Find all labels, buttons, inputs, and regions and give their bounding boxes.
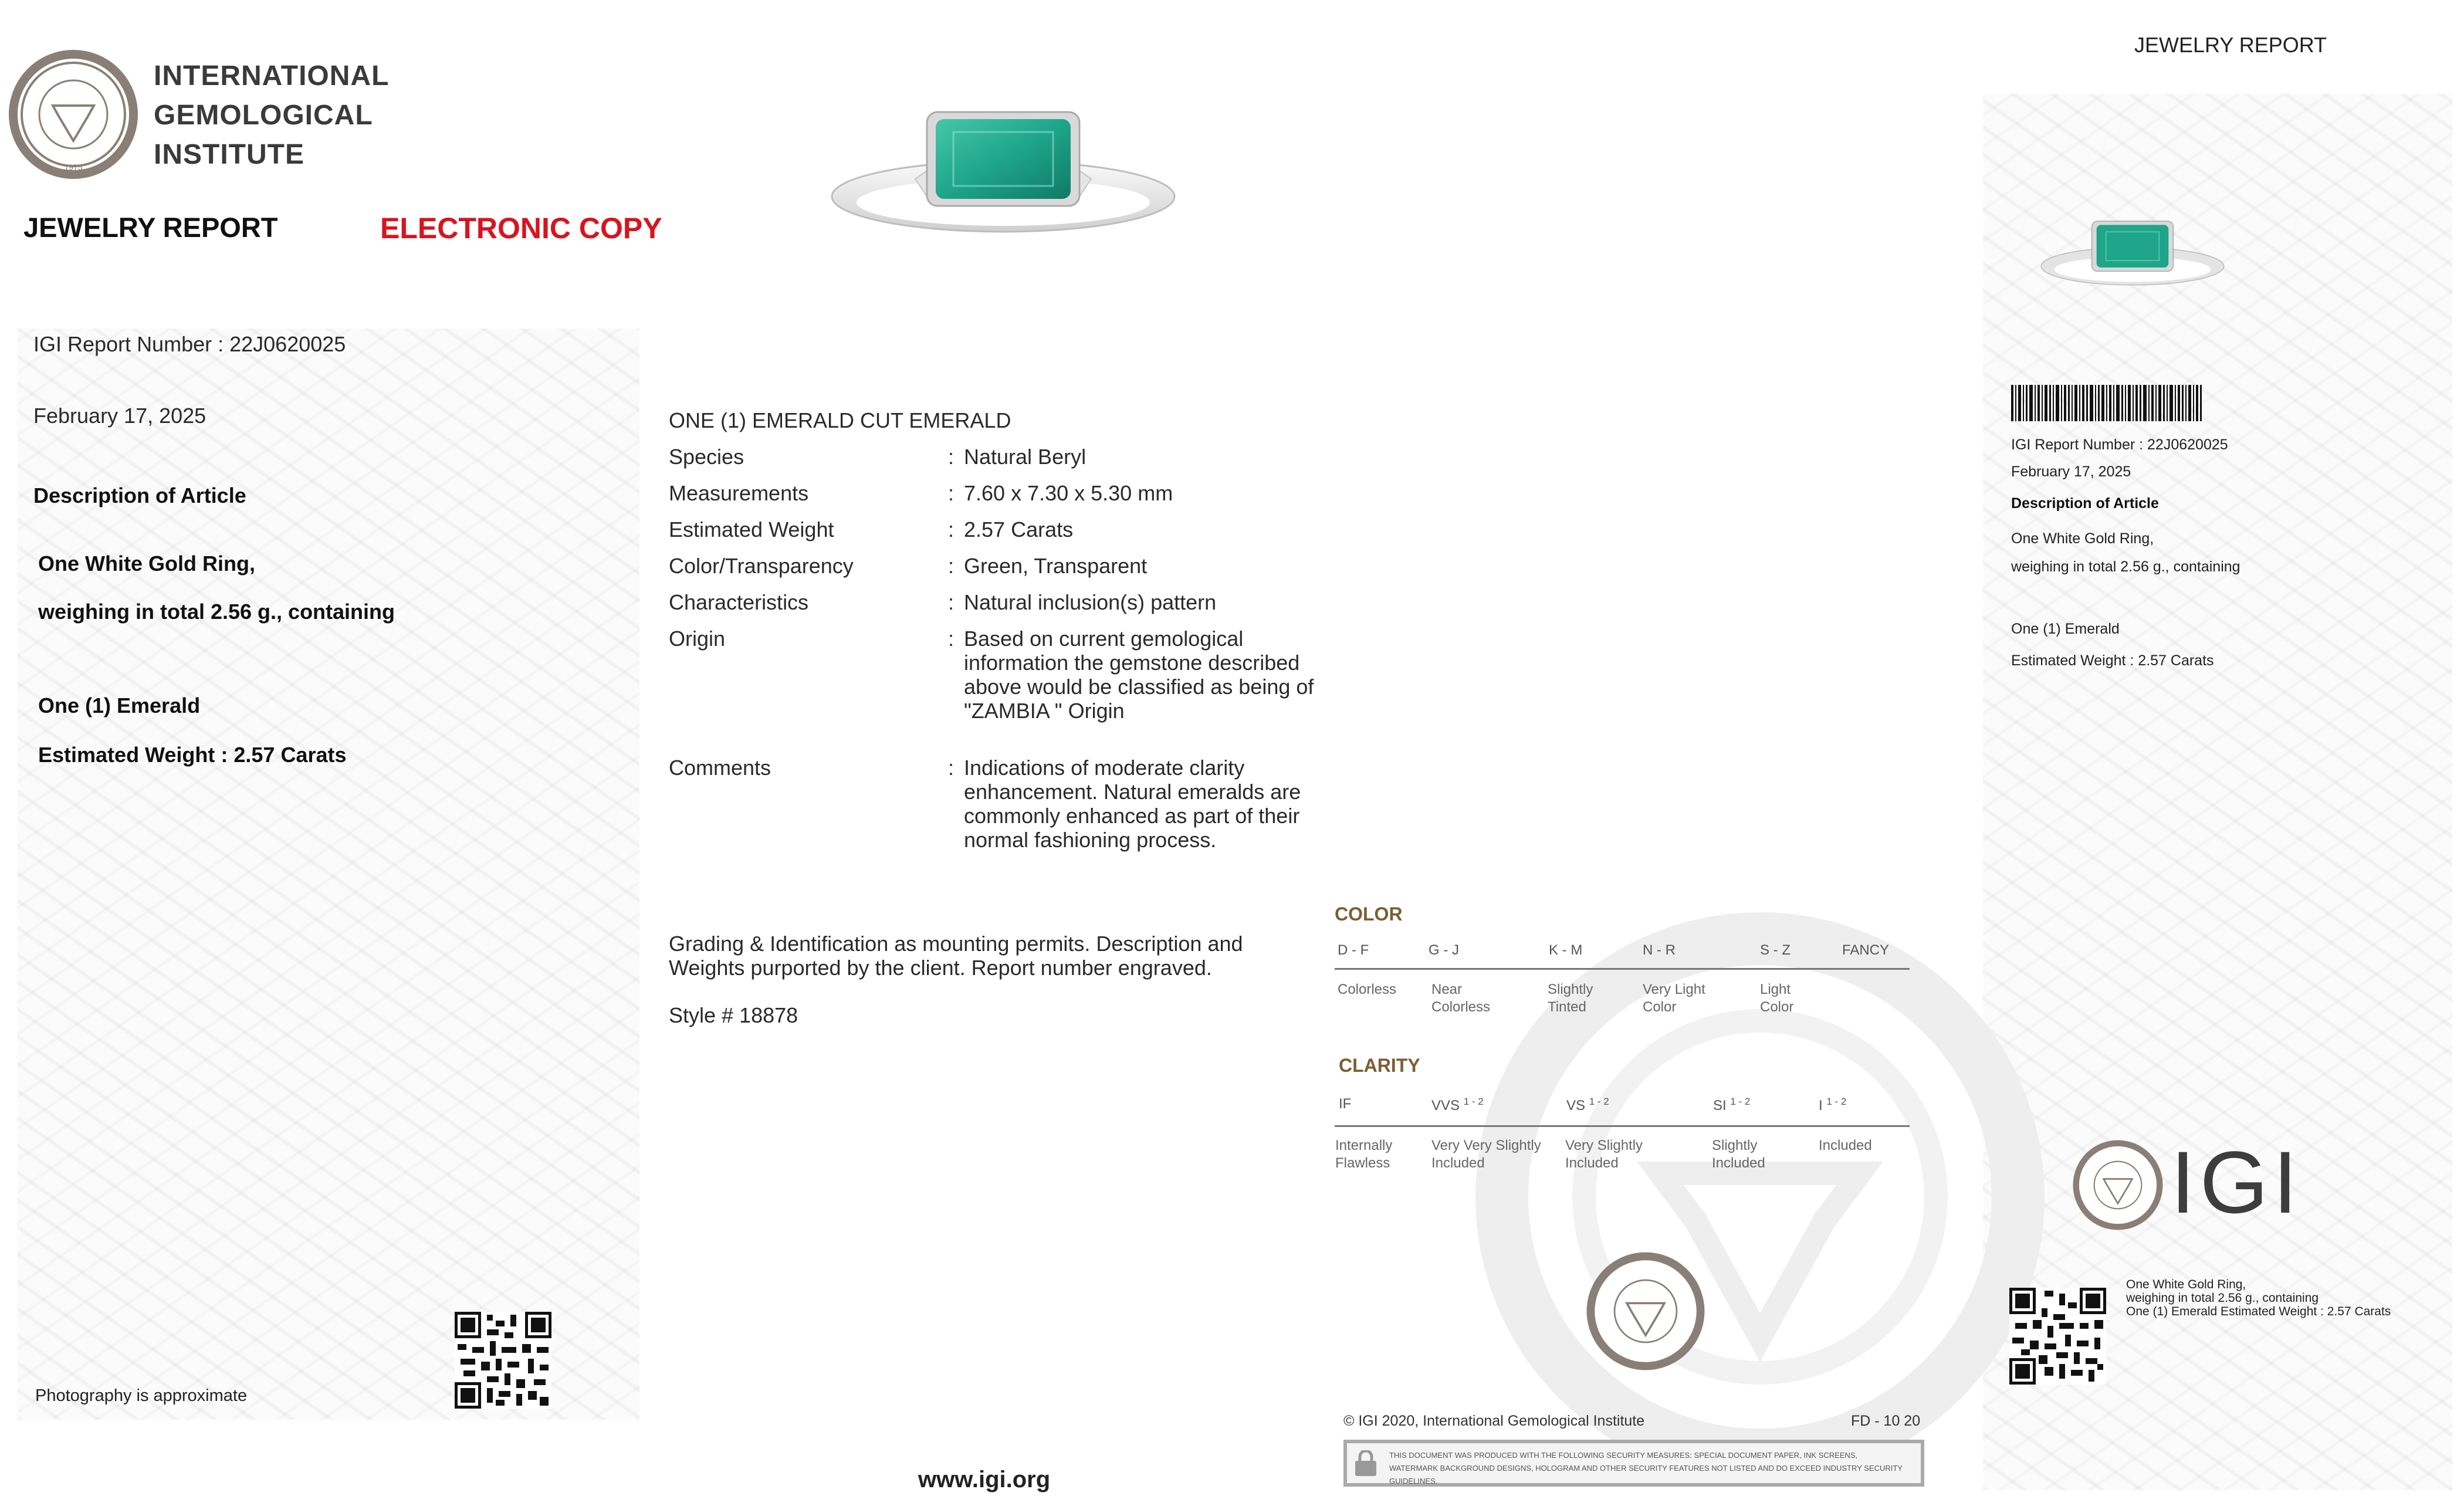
security-text: THIS DOCUMENT WAS PRODUCED WITH THE FOLLOWING SECURITY MEASURES: SPECIAL DOCUMENT PAPER, INK SCREENS, WATERMARK BACKGROUND DESIGNS, HOLOGRAM AND OTHER SECURITY FEATURES NOT LISTED AND DO EXCEED INDUSTRY SECURITY GUIDELINES. — [1389, 1451, 1903, 1485]
stub-igi-logo: IGI — [2171, 1133, 2303, 1231]
color-desc: Colorless — [1338, 981, 1397, 997]
color-desc: Near Colorless — [1431, 981, 1491, 1015]
stub-article-line-2: weighing in total 2.56 g., containing — [2011, 559, 2240, 575]
color-grade: K - M — [1549, 942, 1583, 958]
color-grade: N - R — [1643, 942, 1676, 958]
clarity-desc: Very Very Slightly Included — [1431, 1138, 1541, 1171]
detail-row-characteristics — [669, 590, 1332, 620]
stub-igi-seal-icon — [2071, 1138, 2165, 1232]
stub-stone-line: One (1) Emerald — [2011, 621, 2120, 637]
color-grade: S - Z — [1760, 942, 1791, 958]
detail-colon: : — [948, 590, 955, 614]
hologram-seal-icon — [1584, 1250, 1707, 1373]
website-link[interactable]: www.igi.org — [918, 1467, 1051, 1492]
color-grade: D - F — [1338, 942, 1369, 958]
detail-row-measurements — [669, 481, 1332, 510]
detail-row-origin — [669, 627, 1332, 750]
detail-label: Estimated Weight — [669, 517, 834, 541]
color-grade: FANCY — [1842, 942, 1890, 958]
detail-value: 7.60 x 7.30 x 5.30 mm — [964, 481, 1173, 505]
detail-value: Indications of moderate clarity enhancement. Natural emeralds are commonly enhanced as part of their normal fashioning process. — [964, 756, 1301, 852]
clarity-desc: Slightly Included — [1712, 1138, 1765, 1171]
article-line-1: One White Gold Ring, — [38, 551, 255, 576]
stub-barcode — [2011, 385, 2202, 421]
detail-colon: : — [948, 627, 955, 651]
org-name: INTERNATIONAL GEMOLOGICAL INSTITUTE — [154, 60, 390, 170]
detail-row-comments — [669, 756, 1332, 879]
electronic-copy-label: ELECTRONIC COPY — [380, 212, 662, 245]
clarity-scale-rule — [1335, 1125, 1910, 1127]
stub-report-type: JEWELRY REPORT — [2134, 33, 2327, 57]
detail-label: Origin — [669, 627, 726, 651]
detail-value: 2.57 Carats — [964, 517, 1074, 541]
stone-line: One (1) Emerald — [38, 693, 201, 717]
detail-row-species — [669, 445, 1332, 474]
clarity-desc: Internally Flawless — [1335, 1138, 1393, 1171]
detail-colon: : — [948, 445, 955, 469]
style-number: Style # 18878 — [669, 1003, 798, 1027]
qr-code-stub[interactable] — [2009, 1288, 2106, 1385]
detail-label: Measurements — [669, 481, 809, 505]
detail-label: Characteristics — [669, 590, 809, 614]
clarity-grade: VS $^{1 - 2}$ — [1566, 1096, 1609, 1113]
detail-row-weight — [669, 517, 1332, 547]
clarity-scale-title: CLARITY — [1339, 1055, 1420, 1076]
clarity-grade: SI $^{1 - 2}$ — [1713, 1096, 1751, 1113]
detail-value: Based on current gemological information the gemstone described above would be classified as being of "ZAMBIA " Origin — [964, 627, 1314, 723]
security-strip — [1343, 1440, 1924, 1487]
stub-date: February 17, 2025 — [2011, 463, 2131, 480]
clarity-grade: I $^{1 - 2}$ — [1819, 1096, 1847, 1113]
clarity-desc: Included — [1819, 1138, 1872, 1153]
stone-title: ONE (1) EMERALD CUT EMERALD — [669, 408, 1011, 432]
stub-qr-caption: One White Gold Ring, weighing in total 2.56 g., containing One (1) Emerald Estimated Weight : 2.57 Carats — [2126, 1278, 2391, 1318]
color-grade: G - J — [1429, 942, 1459, 958]
color-scale-title: COLOR — [1335, 903, 1403, 925]
color-desc: Light Color — [1760, 981, 1794, 1015]
detail-colon: : — [948, 481, 955, 505]
detail-colon: : — [948, 554, 955, 578]
stub-report-number: IGI Report Number : 22J0620025 — [2011, 436, 2228, 453]
color-scale-rule — [1335, 968, 1910, 970]
detail-colon: : — [948, 517, 955, 541]
article-line-2: weighing in total 2.56 g., containing — [38, 600, 395, 624]
detail-row-color — [669, 554, 1332, 583]
stub-ring-photo — [2039, 205, 2226, 302]
stub-weight-line: Estimated Weight : 2.57 Carats — [2011, 652, 2214, 669]
detail-value: Green, Transparent — [964, 554, 1148, 578]
clarity-desc: Very Slightly Included — [1565, 1138, 1643, 1171]
weight-line: Estimated Weight : 2.57 Carats — [38, 743, 347, 767]
ring-photo — [827, 109, 1179, 238]
lock-icon — [1353, 1450, 1379, 1477]
svg-text:1975: 1975 — [64, 163, 83, 172]
report-date: February 17, 2025 — [33, 404, 207, 428]
detail-label: Species — [669, 445, 744, 469]
color-desc: Very Light Color — [1643, 981, 1705, 1015]
color-desc: Slightly Tinted — [1548, 981, 1593, 1015]
detail-colon: : — [948, 756, 955, 780]
stub-article-line-1: One White Gold Ring, — [2011, 530, 2154, 547]
description-title: Description of Article — [33, 483, 246, 507]
detail-label: Color/Transparency — [669, 554, 854, 578]
detail-value: Natural Beryl — [964, 445, 1087, 469]
detail-value: Natural inclusion(s) pattern — [964, 590, 1217, 614]
report-number: IGI Report Number : 22J0620025 — [33, 332, 346, 356]
form-code: FD - 10 20 — [1851, 1413, 1921, 1429]
stub-description-title: Description of Article — [2011, 495, 2159, 512]
clarity-grade: VVS $^{1 - 2}$ — [1431, 1096, 1484, 1113]
watermark-seal — [1437, 868, 2083, 1484]
igi-seal-icon — [6, 47, 141, 182]
clarity-grade: IF — [1339, 1096, 1352, 1112]
qr-code-main[interactable] — [455, 1312, 551, 1409]
copyright: © IGI 2020, International Gemological Institute — [1343, 1413, 1645, 1429]
report-type-title: JEWELRY REPORT — [23, 212, 278, 243]
photo-note: Photography is approximate — [35, 1386, 248, 1405]
grading-note: Grading & Identification as mounting permits. Description and Weights purported by the client. Report number engraved. — [669, 932, 1243, 980]
detail-label: Comments — [669, 756, 771, 780]
